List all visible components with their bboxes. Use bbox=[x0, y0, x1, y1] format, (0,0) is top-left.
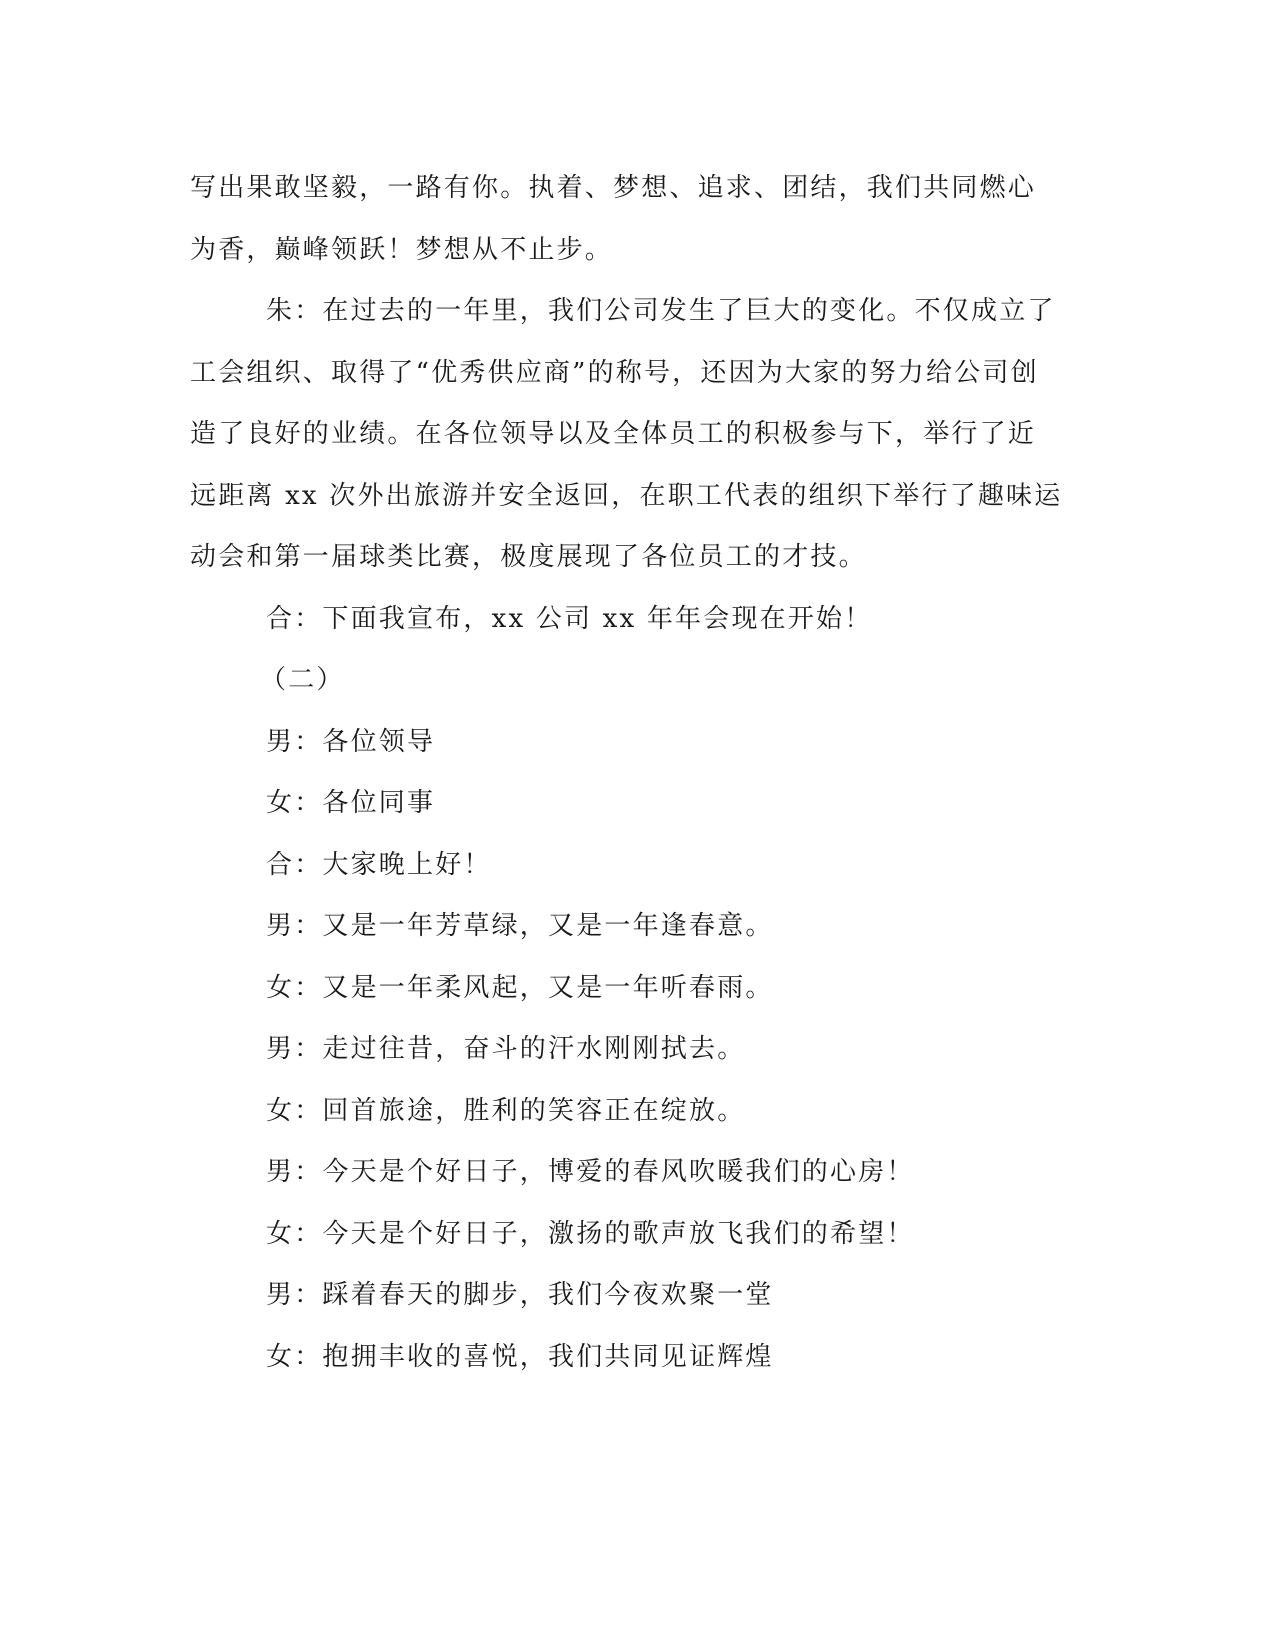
paragraph-2-line-1: 朱：在过去的一年里，我们公司发生了巨大的变化。不仅成立了 bbox=[266, 296, 1056, 326]
dialogue-line: 男：又是一年芳草绿，又是一年逢春意。 bbox=[266, 911, 774, 941]
dialogue-line: 男：各位领导 bbox=[266, 726, 436, 757]
paragraph-2 bbox=[190, 281, 1080, 589]
dialogue-line: 女：抱拥丰收的喜悦，我们共同见证辉煌 bbox=[266, 1341, 774, 1372]
dialogue-line: 女：回首旅途，胜利的笑容正在绽放。 bbox=[266, 1095, 746, 1126]
dialogue-line: 男：走过往昔，奋斗的汗水刚刚拭去。 bbox=[266, 1034, 746, 1064]
dialogue-line: 合：大家晚上好！ bbox=[266, 849, 492, 880]
document-body bbox=[190, 158, 1080, 1388]
paragraph-1-line-1: 写出果敢坚毅，一路有你。执着、梦想、追求、团结，我们共同燃心 bbox=[190, 173, 1037, 203]
paragraph-2-line-2: 工会组织、取得了“优秀供应商”的称号，还因为大家的努力给公司创 bbox=[190, 357, 1039, 388]
dialogue-line: 女：又是一年柔风起，又是一年听春雨。 bbox=[266, 972, 774, 1003]
dialogue-line: 男：今天是个好日子，博爱的春风吹暖我们的心房！ bbox=[266, 1157, 915, 1187]
dialogue-line: 女：今天是个好日子，激扬的歌声放飞我们的希望！ bbox=[266, 1218, 915, 1249]
paragraph-1 bbox=[190, 158, 1080, 281]
section-heading: （二） bbox=[260, 665, 345, 695]
announcement-line: 合：下面我宣布，xx 公司 xx 年年会现在开始！ bbox=[266, 603, 873, 634]
paragraph-1-line-2: 为香，巅峰领跃！梦想从不止步。 bbox=[190, 234, 614, 265]
paragraph-2-line-5: 动会和第一届球类比赛，极度展现了各位员工的才技。 bbox=[190, 542, 867, 572]
dialogue-line: 男：踩着春天的脚步，我们今夜欢聚一堂 bbox=[266, 1280, 774, 1310]
dialogue-line: 女：各位同事 bbox=[266, 788, 436, 818]
paragraph-2-line-4: 远距离 xx 次外出旅游并安全返回，在职工代表的组织下举行了趣味运 bbox=[190, 480, 1063, 511]
paragraph-2-line-3: 造了良好的业绩。在各位领导以及全体员工的积极参与下，举行了近 bbox=[190, 419, 1037, 449]
